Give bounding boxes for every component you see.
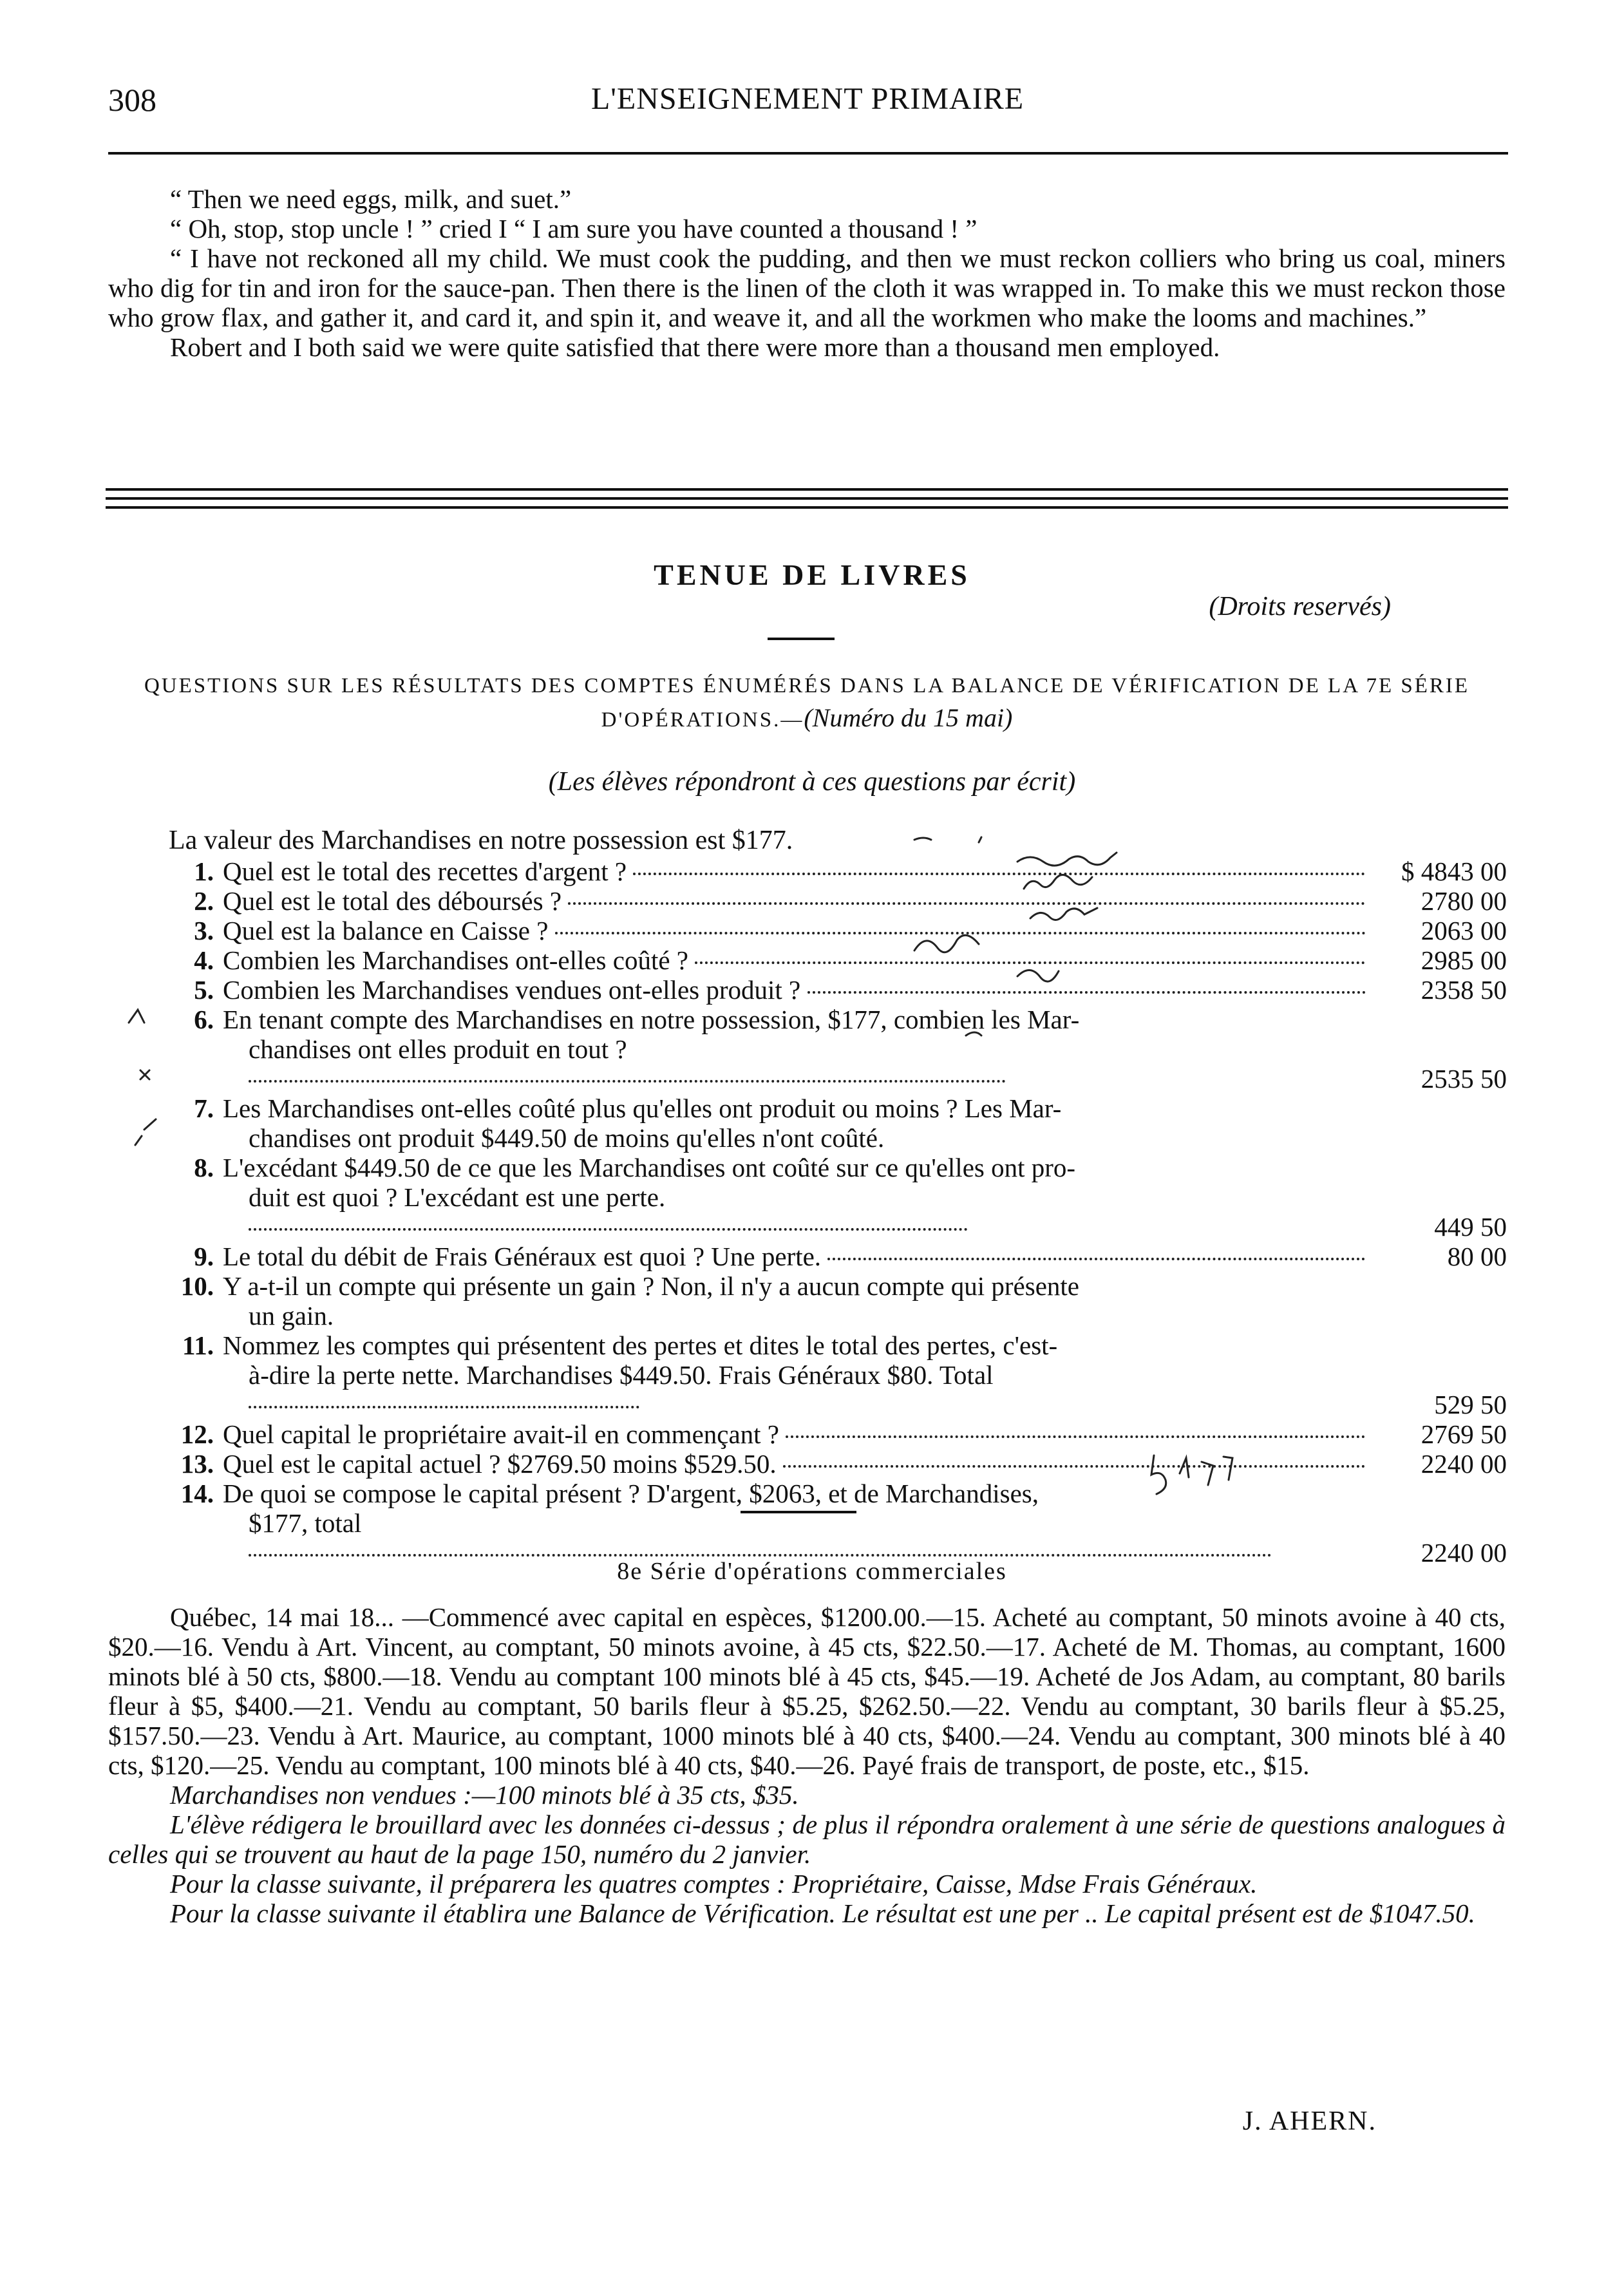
- question-number: 6.: [194, 1005, 214, 1034]
- question-row: [161, 1330, 1507, 1360]
- leader-dots: [249, 1553, 1272, 1557]
- margin-marks: [122, 1003, 174, 1171]
- question-number: 7.: [194, 1093, 214, 1123]
- question-number: 13.: [180, 1449, 214, 1479]
- unsold-goods: Marchandises non vendues :—100 minots blé à 35 cts, $35.: [170, 1780, 799, 1810]
- question-line: Quel est le total des déboursés ?: [223, 886, 562, 916]
- running-header: [108, 76, 1507, 128]
- question-line: Quel est le capital actuel ? $2769.50 moins $529.50.: [223, 1449, 777, 1479]
- question-row: [161, 1360, 1507, 1419]
- question-number: 4.: [194, 945, 214, 975]
- pupils-note: (Les élèves répondront à ces questions par écrit): [548, 767, 1076, 797]
- question-row: [161, 1123, 1507, 1153]
- question-line: Y a-t-il un compte qui présente un gain ? Non, il n'y a aucun compte qui présente: [223, 1271, 1079, 1301]
- page-number: 308: [108, 82, 156, 118]
- story-paragraph: “ I have not reckoned all my child. We must cook the pudding, and then we must reckon colliers who bring us coal, miners who dig for tin and iron for the sauce-pan. Then there is the linen of the cloth it was wrapped in. To make this we must reckon those who grow flax, and gather it, and card it, and spin it, and weave it, and all the workmen who make the looms and machines.”: [108, 243, 1506, 332]
- answer-amount: 2769 50: [1421, 1419, 1507, 1449]
- question-number: 2.: [194, 886, 214, 916]
- questions-list: [161, 857, 1507, 1567]
- story-continuation: [108, 184, 1506, 362]
- question-row: [161, 857, 1507, 886]
- operations-text: [108, 1602, 1506, 1928]
- question-number: 14.: [180, 1479, 214, 1508]
- question-line: Quel est la balance en Caisse ?: [223, 916, 549, 945]
- answer-amount: 2535 50: [1421, 1064, 1507, 1093]
- leader-dots: [783, 1464, 1365, 1468]
- pencil-annotations: [889, 831, 1301, 1320]
- question-line: Quel est le total des recettes d'argent ?: [223, 857, 627, 886]
- question-row: [161, 1479, 1507, 1508]
- questions-heading: [108, 670, 1506, 736]
- question-line: L'excédant $449.50 de ce que les Marchandises ont coûté sur ce qu'elles ont pro-: [223, 1153, 1076, 1182]
- question-line: De quoi se compose le capital présent ? D'argent, $2063, et de Marchandises,: [223, 1479, 1039, 1508]
- instruction: Pour la classe suivante il établira une Balance de Vérification. Le résultat est une per .. Le capital présent est de $1047.50.: [170, 1898, 1475, 1928]
- leader-dots: [249, 1405, 639, 1408]
- rights-note: (Droits reservés): [1209, 592, 1391, 621]
- answer-amount: 2985 00: [1421, 945, 1507, 975]
- operations-entries: Québec, 14 mai 18... —Commencé avec capital en espèces, $1200.00.—15. Acheté au comptant, 50 minots avoine à 40 cts, $20.—16. Vendu à Art. Vincent, au comptant, 50 minots avoine, à 45 cts, $22.50.—17. Acheté de M. Thomas, au comptant, 1600 minots blé à 50 cts, $800.—18. Vendu au comptant 100 minots blé à 45 cts, $45.—19. Acheté de Jos Adam, au comptant, 80 barils fleur à $5, $400.—21. Vendu au comptant, 50 barils fleur à $5.25, $262.50.—22. Vendu au comptant, 30 barils fleur à $5.25, $157.50.—23. Vendu à Art. Maurice, au comptant, 1000 minots blé à 40 cts, $400.—24. Vendu au comptant, 300 minots blé à 40 cts, $120.—25. Vendu au comptant, 100 minots blé à 40 cts, $40.—26. Payé frais de transport, de poste, etc., $15.: [108, 1602, 1506, 1780]
- section-divider-rule: [106, 488, 1508, 491]
- question-number: 3.: [194, 916, 214, 945]
- question-line: Les Marchandises ont-elles coûté plus qu'elles ont produit ou moins ? Les Mar-: [223, 1093, 1062, 1123]
- question-line: Nommez les comptes qui présentent des pertes et dites le total des pertes, c'est-: [223, 1330, 1058, 1360]
- question-line: Le total du débit de Frais Généraux est quoi ? Une perte.: [223, 1242, 822, 1271]
- story-paragraph: “ Oh, stop, stop uncle ! ” cried I “ I am sure you have counted a thousand ! ”: [170, 214, 977, 243]
- series-title: 8e Série d'opérations commerciales: [617, 1558, 1007, 1585]
- question-row: [161, 975, 1507, 1005]
- section-divider-rule: [106, 506, 1508, 509]
- question-number: 11.: [182, 1330, 214, 1360]
- questions-heading-text: QUESTIONS SUR LES RÉSULTATS DES COMPTES ÉNUMÉRÉS DANS LA BALANCE DE VÉRIFICATION DE LA 7E SÉRIE D'OPÉRATIONS.—: [144, 674, 1470, 732]
- short-rule: [768, 638, 835, 640]
- question-line: En tenant compte des Marchandises en notre possession, $177, combien les Mar-: [223, 1005, 1080, 1034]
- question-line: un gain.: [249, 1301, 334, 1330]
- goods-value-intro: La valeur des Marchandises en notre possession est $177.: [169, 826, 793, 855]
- story-paragraph: Robert and I both said we were quite satisfied that there were more than a thousand men employed.: [170, 332, 1220, 362]
- answer-amount: 529 50: [1434, 1390, 1507, 1419]
- section-divider-rule: [106, 497, 1508, 500]
- question-line: duit est quoi ? L'excédant est une perte.: [249, 1182, 666, 1212]
- question-text: [223, 1360, 1372, 1419]
- question-row: [161, 1005, 1507, 1034]
- question-line: Quel capital le propriétaire avait-il en commençant ?: [223, 1419, 780, 1449]
- answer-amount: 2780 00: [1421, 886, 1507, 916]
- short-rule: [741, 1511, 856, 1513]
- question-row: [161, 1419, 1507, 1449]
- story-paragraph: “ Then we need eggs, milk, and suet.”: [170, 184, 572, 214]
- question-number: 9.: [194, 1242, 214, 1271]
- answer-amount: 2358 50: [1421, 975, 1507, 1005]
- question-line: chandises ont elles produit en tout ?: [249, 1034, 627, 1064]
- question-row: [161, 1182, 1507, 1242]
- author-signature: J. AHERN.: [1242, 2106, 1377, 2136]
- question-row: [161, 1093, 1507, 1123]
- instruction: Pour la classe suivante, il préparera les quatres comptes : Propriétaire, Caisse, Mdse Frais Généraux.: [170, 1869, 1258, 1898]
- question-row: [161, 1153, 1507, 1182]
- answer-amount: 2063 00: [1421, 916, 1507, 945]
- question-line: Combien les Marchandises vendues ont-elles produit ?: [223, 975, 801, 1005]
- section-title: TENUE DE LIVRES: [654, 558, 970, 591]
- leader-dots: [249, 1227, 968, 1231]
- questions-heading-ref: (Numéro du 15 mai): [804, 703, 1013, 732]
- question-row: [161, 1034, 1507, 1093]
- question-line: $177, total: [249, 1508, 362, 1538]
- question-line: Combien les Marchandises ont-elles coûté ?: [223, 945, 688, 975]
- question-number: 1.: [194, 857, 214, 886]
- answer-amount: 80 00: [1447, 1242, 1507, 1271]
- running-title: L'ENSEIGNEMENT PRIMAIRE: [590, 82, 1024, 116]
- instruction: L'élève rédigera le brouillard avec les données ci-dessus ; de plus il répondra oralement à une série de questions analogues à celles qui se trouvent au haut de la page 150, numéro du 2 janvier.: [108, 1810, 1506, 1869]
- question-row: [161, 1271, 1507, 1301]
- question-number: 5.: [194, 975, 214, 1005]
- answer-amount: $ 4843 00: [1401, 857, 1507, 886]
- question-text: [223, 1330, 1372, 1360]
- answer-amount: 2240 00: [1421, 1538, 1507, 1567]
- answer-amount: 449 50: [1434, 1212, 1507, 1242]
- question-row: [161, 886, 1507, 916]
- question-number: 8.: [194, 1153, 214, 1182]
- leader-dots: [786, 1435, 1365, 1438]
- header-rule: [108, 152, 1508, 155]
- pencil-annotation-total: [1146, 1443, 1256, 1500]
- answer-amount: 2240 00: [1421, 1449, 1507, 1479]
- question-row: [161, 916, 1507, 945]
- question-row: [161, 1449, 1507, 1479]
- question-row: [161, 1301, 1507, 1330]
- question-row: [161, 1242, 1507, 1271]
- question-number: 12.: [180, 1419, 214, 1449]
- question-line: chandises ont produit $449.50 de moins qu'elles n'ont coûté.: [249, 1123, 885, 1153]
- question-row: [161, 945, 1507, 975]
- question-line: à-dire la perte nette. Marchandises $449.50. Frais Généraux $80. Total: [249, 1360, 994, 1390]
- question-number: 10.: [180, 1271, 214, 1301]
